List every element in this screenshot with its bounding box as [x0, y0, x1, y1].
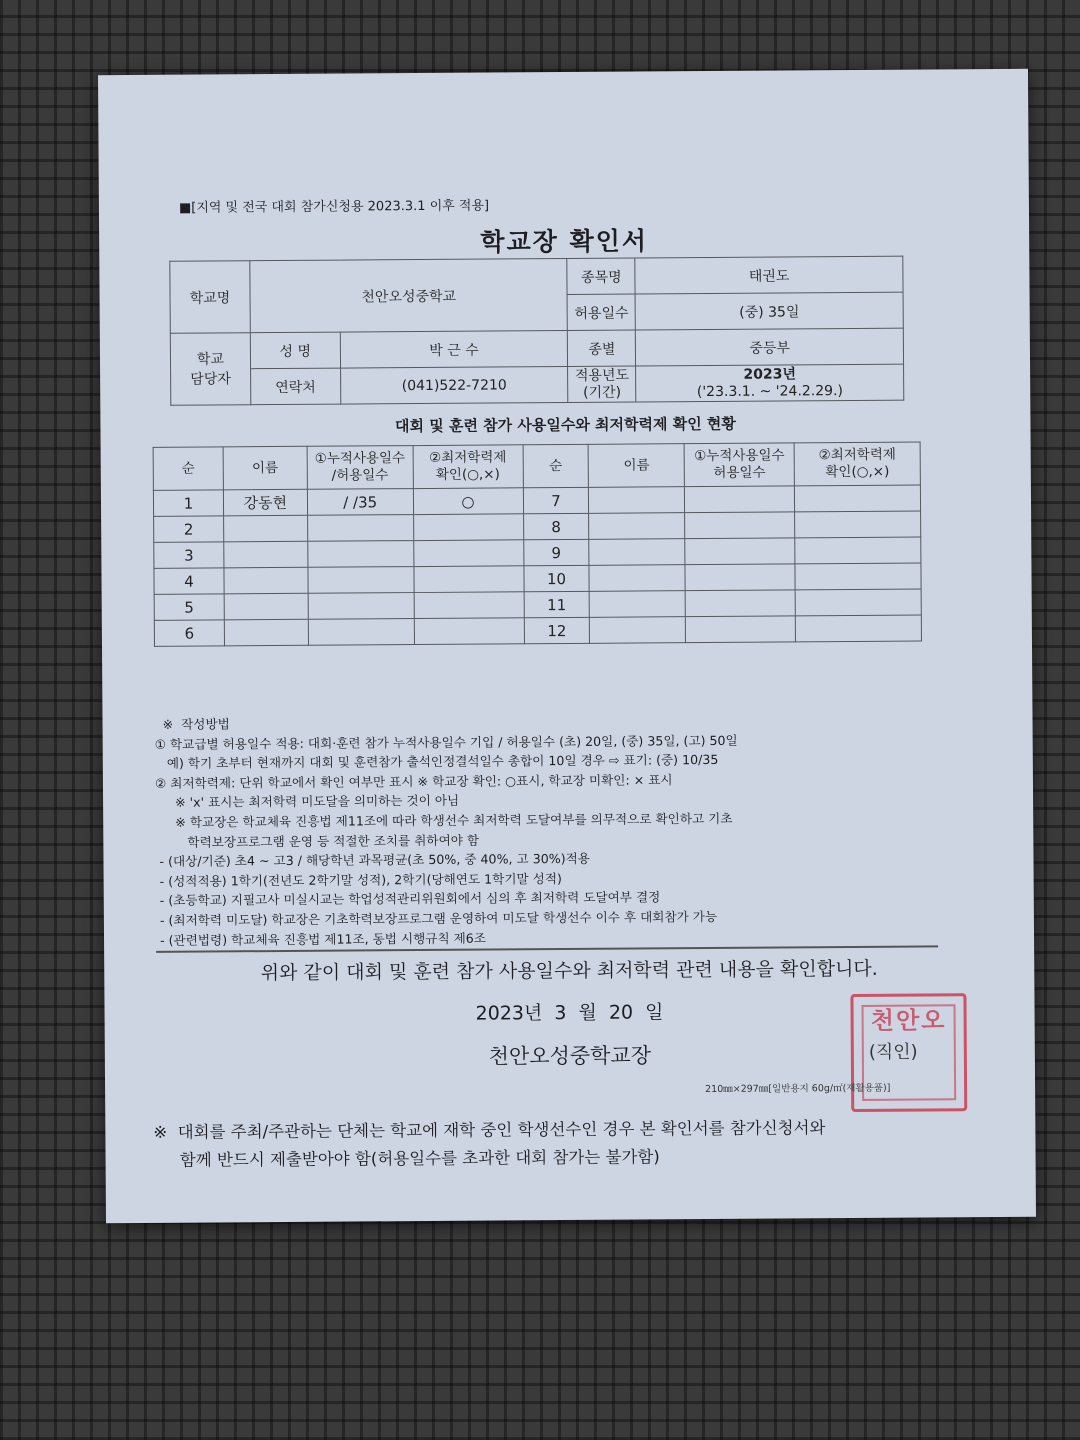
row-name-left — [223, 515, 307, 542]
row-no-left: 5 — [154, 594, 224, 620]
contact-value: (041)522-7210 — [340, 366, 568, 404]
contact-label: 연락처 — [250, 368, 340, 405]
row-no-left: 4 — [154, 568, 224, 594]
header-days-right — [684, 443, 794, 487]
header-days-right-line-2: 허용일수 — [713, 464, 766, 481]
row-check-left — [414, 592, 524, 619]
division-value: 중등부 — [636, 328, 904, 366]
allowed-days-value: (중) 35일 — [635, 292, 903, 330]
year-label — [568, 366, 636, 402]
row-name-right — [589, 513, 685, 540]
school-label: 학교명 — [170, 261, 250, 334]
footer-note — [153, 1113, 953, 1175]
row-days-right — [685, 486, 795, 513]
date-year: 2023년 — [475, 1002, 543, 1025]
row-no-left: 2 — [154, 516, 224, 542]
header-days-left-line-1: ①누적사용일수 — [314, 450, 406, 467]
header-days-left-line-2: /허용일수 — [331, 467, 389, 484]
manager-label-line-2: 담당자 — [190, 370, 231, 388]
date-month: 3 월 — [554, 1001, 597, 1025]
row-name-right — [590, 591, 686, 618]
row-days-right — [685, 538, 795, 565]
table-header-row — [153, 442, 920, 490]
instruction-line: - (성적적용) 1학기(전년도 2학기말 성적), 2학기(당해연도 1학기말 성적) — [155, 870, 562, 889]
manager-label-line-1: 학교 — [196, 350, 225, 368]
row-days-right — [685, 564, 795, 591]
instruction-line: ※ 'x' 표시는 최저학력 미도달을 의미하는 것이 아님 — [155, 793, 460, 811]
seal-label: (직인) — [868, 1041, 918, 1063]
row-no-left: 6 — [154, 620, 224, 646]
row-name-left: 강동현 — [223, 489, 307, 516]
header-name-left: 이름 — [223, 446, 307, 490]
instruction-line: - (관련법령) 학교체육 진흥법 제11조, 동법 시행규칙 제6조 — [155, 930, 487, 948]
date-day: 20 일 — [608, 1001, 664, 1024]
manager-label — [170, 333, 250, 406]
row-name-right — [589, 565, 685, 592]
instruction-line: ② 최저학력제: 단위 학교에서 확인 여부만 표시 ※ 학교장 확인: ○표시, 학교장 미확인: × 표시 — [154, 772, 673, 791]
instruction-line: ※ 작성방법 — [154, 716, 230, 732]
row-check-left — [413, 514, 523, 541]
row-days-left: / /35 — [307, 489, 413, 516]
name-value: 박 근 수 — [340, 330, 568, 368]
row-no-right: 9 — [523, 539, 589, 565]
row-check-right — [794, 485, 920, 512]
footer-line: ※ 대회를 주최/주관하는 단체는 학교에 재학 중인 학생선수인 경우 본 확인서를 참가신청서와 — [153, 1118, 826, 1142]
header-no-right: 순 — [523, 444, 589, 487]
header-days-right-line-1: ①누적사용일수 — [694, 447, 785, 465]
row-name-left — [224, 541, 308, 568]
row-check-left: ○ — [413, 488, 523, 515]
header-min-left-line-1: ②최저학력제 — [429, 449, 507, 466]
writing-instructions — [154, 709, 996, 950]
row-days-right — [685, 590, 795, 617]
header-name-right: 이름 — [588, 444, 684, 488]
event-value: 태권도 — [635, 256, 903, 294]
row-days-left — [308, 541, 414, 568]
row-days-left — [308, 619, 414, 646]
row-check-left — [413, 540, 523, 567]
confirmation-statement: 위와 같이 대회 및 훈련 참가 사용일수와 최저학력 관련 내용을 확인합니다. — [260, 957, 878, 985]
principal-title: 천안오성중학교장 — [488, 1043, 652, 1069]
year-value-period: ('23.3.1. ~ '24.2.29.) — [696, 382, 844, 400]
list-subtitle: 대회 및 훈련 참가 사용일수와 최저학력제 확인 현황 — [394, 414, 736, 436]
row-check-left — [414, 618, 524, 645]
header-no-left: 순 — [153, 447, 223, 490]
row-name-left — [224, 567, 308, 594]
school-value: 천안오성중학교 — [250, 258, 568, 332]
name-label: 성 명 — [250, 332, 340, 369]
row-no-right: 11 — [524, 591, 590, 617]
participant-table — [153, 442, 922, 647]
row-days-right — [685, 512, 795, 539]
row-name-right — [589, 539, 685, 566]
row-no-right: 7 — [523, 487, 589, 513]
header-min-left-line-2: 확인(○,×) — [435, 466, 500, 483]
year-label-line-1: 적용년도 — [574, 367, 630, 384]
row-no-right: 8 — [523, 513, 589, 539]
document-title: 학교장 확인서 — [480, 226, 649, 257]
year-label-line-2: (기간) — [583, 384, 622, 401]
header-days-left — [307, 446, 413, 490]
row-name-right — [589, 487, 685, 514]
footer-line: 함께 반드시 제출받아야 함(허용일수를 초과한 대회 참가는 불가함) — [153, 1147, 660, 1170]
row-check-right — [795, 615, 921, 642]
row-no-left: 1 — [153, 490, 223, 516]
event-label: 종목명 — [567, 258, 635, 294]
seal-text: 천안오 — [870, 1006, 947, 1035]
row-check-right — [795, 511, 921, 538]
year-value — [636, 364, 904, 402]
instruction-line: 예) 학기 초부터 현재까지 대회 및 훈련참가 출석인정결석일수 총합이 10일 경우 ⇨ 표기: (중) 10/35 — [154, 752, 719, 772]
document-page — [98, 69, 1036, 1223]
header-min-right-line-1: ②최저학력제 — [818, 446, 896, 464]
division-label: 종별 — [568, 330, 636, 366]
row-check-right — [795, 537, 921, 564]
row-days-left — [307, 515, 413, 542]
instruction-line: ① 학교급별 허용일수 적용: 대회·훈련 참가 누적사용일수 기입 / 허용일수 (초) 20일, (중) 35일, (고) 50일 — [154, 732, 738, 752]
instruction-line: - (대상/기준) 초4 ~ 고3 / 해당학년 과목평균(초 50%, 중 40%, 고 30%)적용 — [155, 851, 590, 870]
instruction-line: ※ 학교장은 학교체육 진흥법 제11조에 따라 학생선수 최저학력 도달여부를 의무적으로 확인하고 기초 — [155, 810, 733, 830]
header-note: ■[지역 및 전국 대회 참가신청용 2023.3.1 이후 적용] — [178, 198, 490, 216]
row-no-right: 12 — [524, 617, 590, 643]
header-min-left — [413, 445, 523, 489]
instruction-line: - (최저학력 미도달) 학교장은 기초학력보장프로그램 운영하여 미도달 학생선수 이수 후 대회참가 가능 — [155, 908, 718, 928]
paper-size-note: 210㎜×297㎜[일반용지 60g/㎡(재활용품)] — [705, 1082, 891, 1096]
header-min-right-line-2: 확인(○,×) — [825, 463, 890, 481]
allowed-days-label: 허용일수 — [567, 294, 635, 330]
row-name-right — [590, 617, 686, 644]
row-no-left: 3 — [154, 542, 224, 568]
row-name-left — [224, 593, 308, 620]
row-name-left — [224, 619, 308, 646]
row-days-left — [308, 593, 414, 620]
info-table — [169, 256, 904, 406]
row-days-right — [686, 616, 796, 643]
row-check-left — [414, 566, 524, 593]
table-row — [154, 615, 921, 646]
row-no-right: 10 — [523, 565, 589, 591]
header-min-right — [794, 442, 920, 486]
instruction-line: - (초등학교) 지필고사 미실시교는 학업성적관리위원회에서 심의 후 최저학력 도달여부 결정 — [155, 889, 661, 909]
row-check-right — [795, 589, 921, 616]
instruction-line: 학력보장프로그램 운영 등 적절한 조치를 취하여야 함 — [155, 832, 480, 850]
row-check-right — [795, 563, 921, 590]
row-days-left — [308, 567, 414, 594]
year-value-year: 2023년 — [743, 365, 797, 383]
